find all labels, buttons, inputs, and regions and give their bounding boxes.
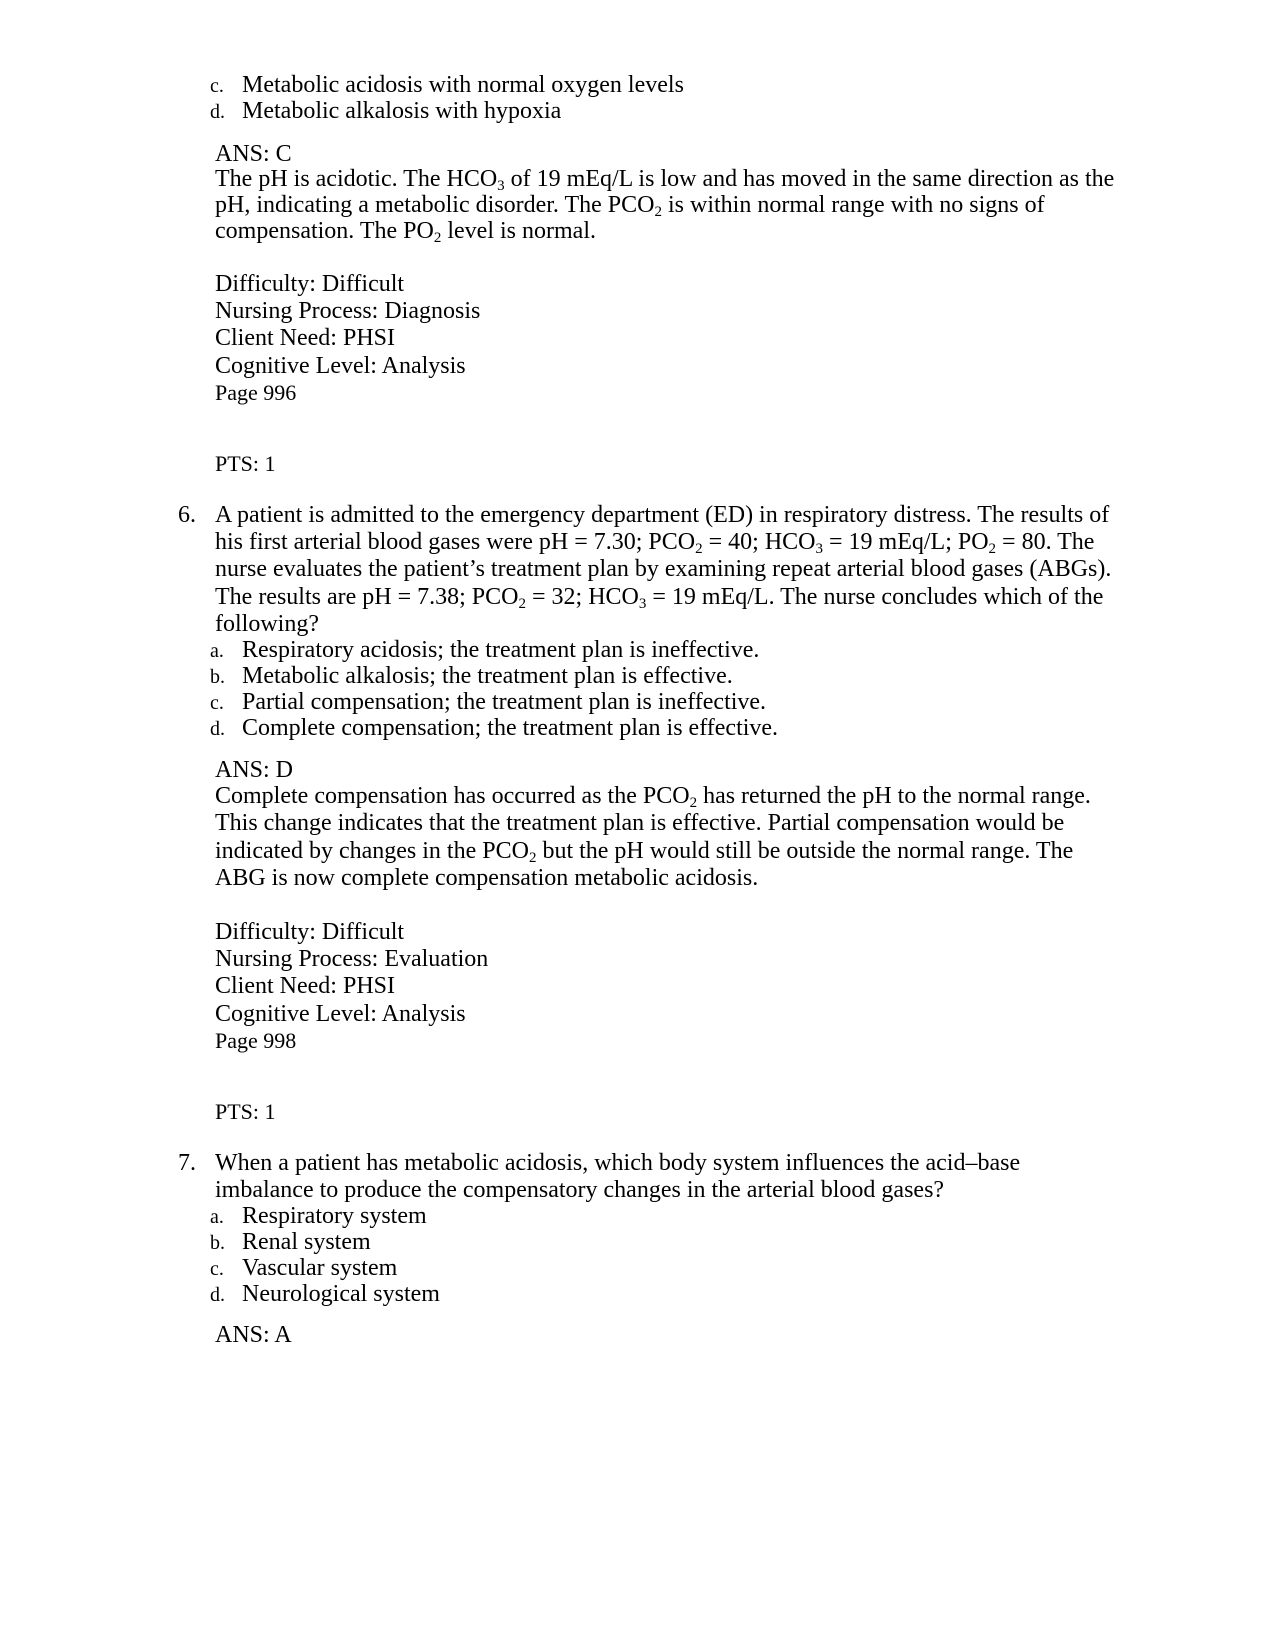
difficulty: Difficulty: Difficult — [215, 271, 405, 297]
rationale-line: ABG is now complete compensation metabolic acidosis. — [215, 865, 759, 891]
option-letter: d. — [210, 101, 225, 123]
nursing-process: Nursing Process: Evaluation — [215, 946, 489, 972]
page-reference: Page 996 — [215, 380, 297, 405]
points: PTS: 1 — [215, 451, 276, 476]
question-number: 7. — [178, 1150, 196, 1176]
option-letter: d. — [210, 1284, 225, 1306]
option-d — [210, 1281, 440, 1308]
option-text: Renal system — [242, 1229, 371, 1255]
option-text: Metabolic acidosis with normal oxygen levels — [242, 72, 684, 98]
rationale-line: indicated by changes in the $PCO_2$ but the pH would still be outside the normal range. The — [215, 838, 1074, 866]
rationale-line: This change indicates that the treatment plan is effective. Partial compensation would be — [215, 810, 1065, 836]
option-text: Neurological system — [242, 1281, 440, 1307]
question-stem-line: following? — [215, 611, 319, 637]
page-reference: Page 998 — [215, 1028, 297, 1053]
option-letter: a. — [210, 640, 224, 662]
option-letter: b. — [210, 666, 225, 688]
client-need: Client Need: PHSI — [215, 325, 395, 351]
option-text: Metabolic alkalosis with hypoxia — [242, 98, 562, 124]
rationale-line: Complete compensation has occurred as the $PCO_2$ has returned the pH to the normal range. — [215, 783, 1091, 811]
option-letter: a. — [210, 1206, 224, 1228]
question-stem-line: imbalance to produce the compensatory changes in the arterial blood gases? — [215, 1177, 945, 1203]
option-letter: d. — [210, 718, 225, 740]
option-text: Metabolic alkalosis; the treatment plan is effective. — [242, 663, 733, 689]
option-text: Complete compensation; the treatment plan is effective. — [242, 715, 779, 741]
option-c — [210, 1255, 397, 1282]
question-stem-line: The results are pH = 7.38; $PCO_2 = 32$; $HCO_3 = 19$ mEq/L. The nurse concludes which of the — [215, 584, 1104, 612]
option-text: Respiratory acidosis; the treatment plan is ineffective. — [242, 637, 760, 663]
answer-q5: ANS: C — [215, 141, 292, 167]
question-stem-line: When a patient has metabolic acidosis, which body system influences the acid–base — [215, 1150, 1021, 1176]
option-letter: c. — [210, 1258, 224, 1280]
option-c — [210, 689, 766, 716]
option-a — [210, 1203, 427, 1230]
option-letter: c. — [210, 692, 224, 714]
points: PTS: 1 — [215, 1099, 276, 1124]
option-text: Respiratory system — [242, 1203, 427, 1229]
option-c — [210, 72, 684, 99]
question-number: 6. — [178, 502, 196, 528]
nursing-process: Nursing Process: Diagnosis — [215, 298, 481, 324]
question-stem-line: his first arterial blood gases were pH = 7.30; $PCO_2 = 40$; $HCO_3 = 19$ mEq/L; $PO_2 = 80$. The — [215, 529, 1095, 557]
rationale-line: compensation. The $PO_2$ level is normal. — [215, 218, 596, 246]
difficulty: Difficulty: Difficult — [215, 919, 405, 945]
question-stem-line: A patient is admitted to the emergency department (ED) in respiratory distress. The results of — [215, 502, 1110, 528]
option-b — [210, 1229, 371, 1256]
option-letter: c. — [210, 75, 224, 97]
option-letter: b. — [210, 1232, 225, 1254]
cognitive-level: Cognitive Level: Analysis — [215, 1001, 466, 1027]
rationale-line: pH, indicating a metabolic disorder. The $PCO_2$ is within normal range with no signs of — [215, 192, 1045, 220]
answer-q6: ANS: D — [215, 757, 294, 783]
option-text: Partial compensation; the treatment plan is ineffective. — [242, 689, 767, 715]
answer-q7: ANS: A — [215, 1322, 292, 1348]
option-b — [210, 663, 733, 690]
cognitive-level: Cognitive Level: Analysis — [215, 353, 466, 379]
question-stem-line: nurse evaluates the patient’s treatment plan by examining repeat arterial blood gases (ABGs). — [215, 556, 1112, 582]
rationale-line: The pH is acidotic. The $HCO_3$ of 19 mEq/L is low and has moved in the same direction as the — [215, 166, 1115, 194]
option-a — [210, 637, 759, 664]
option-d — [210, 715, 778, 742]
option-text: Vascular system — [242, 1255, 398, 1281]
option-d — [210, 98, 561, 125]
client-need: Client Need: PHSI — [215, 973, 395, 999]
